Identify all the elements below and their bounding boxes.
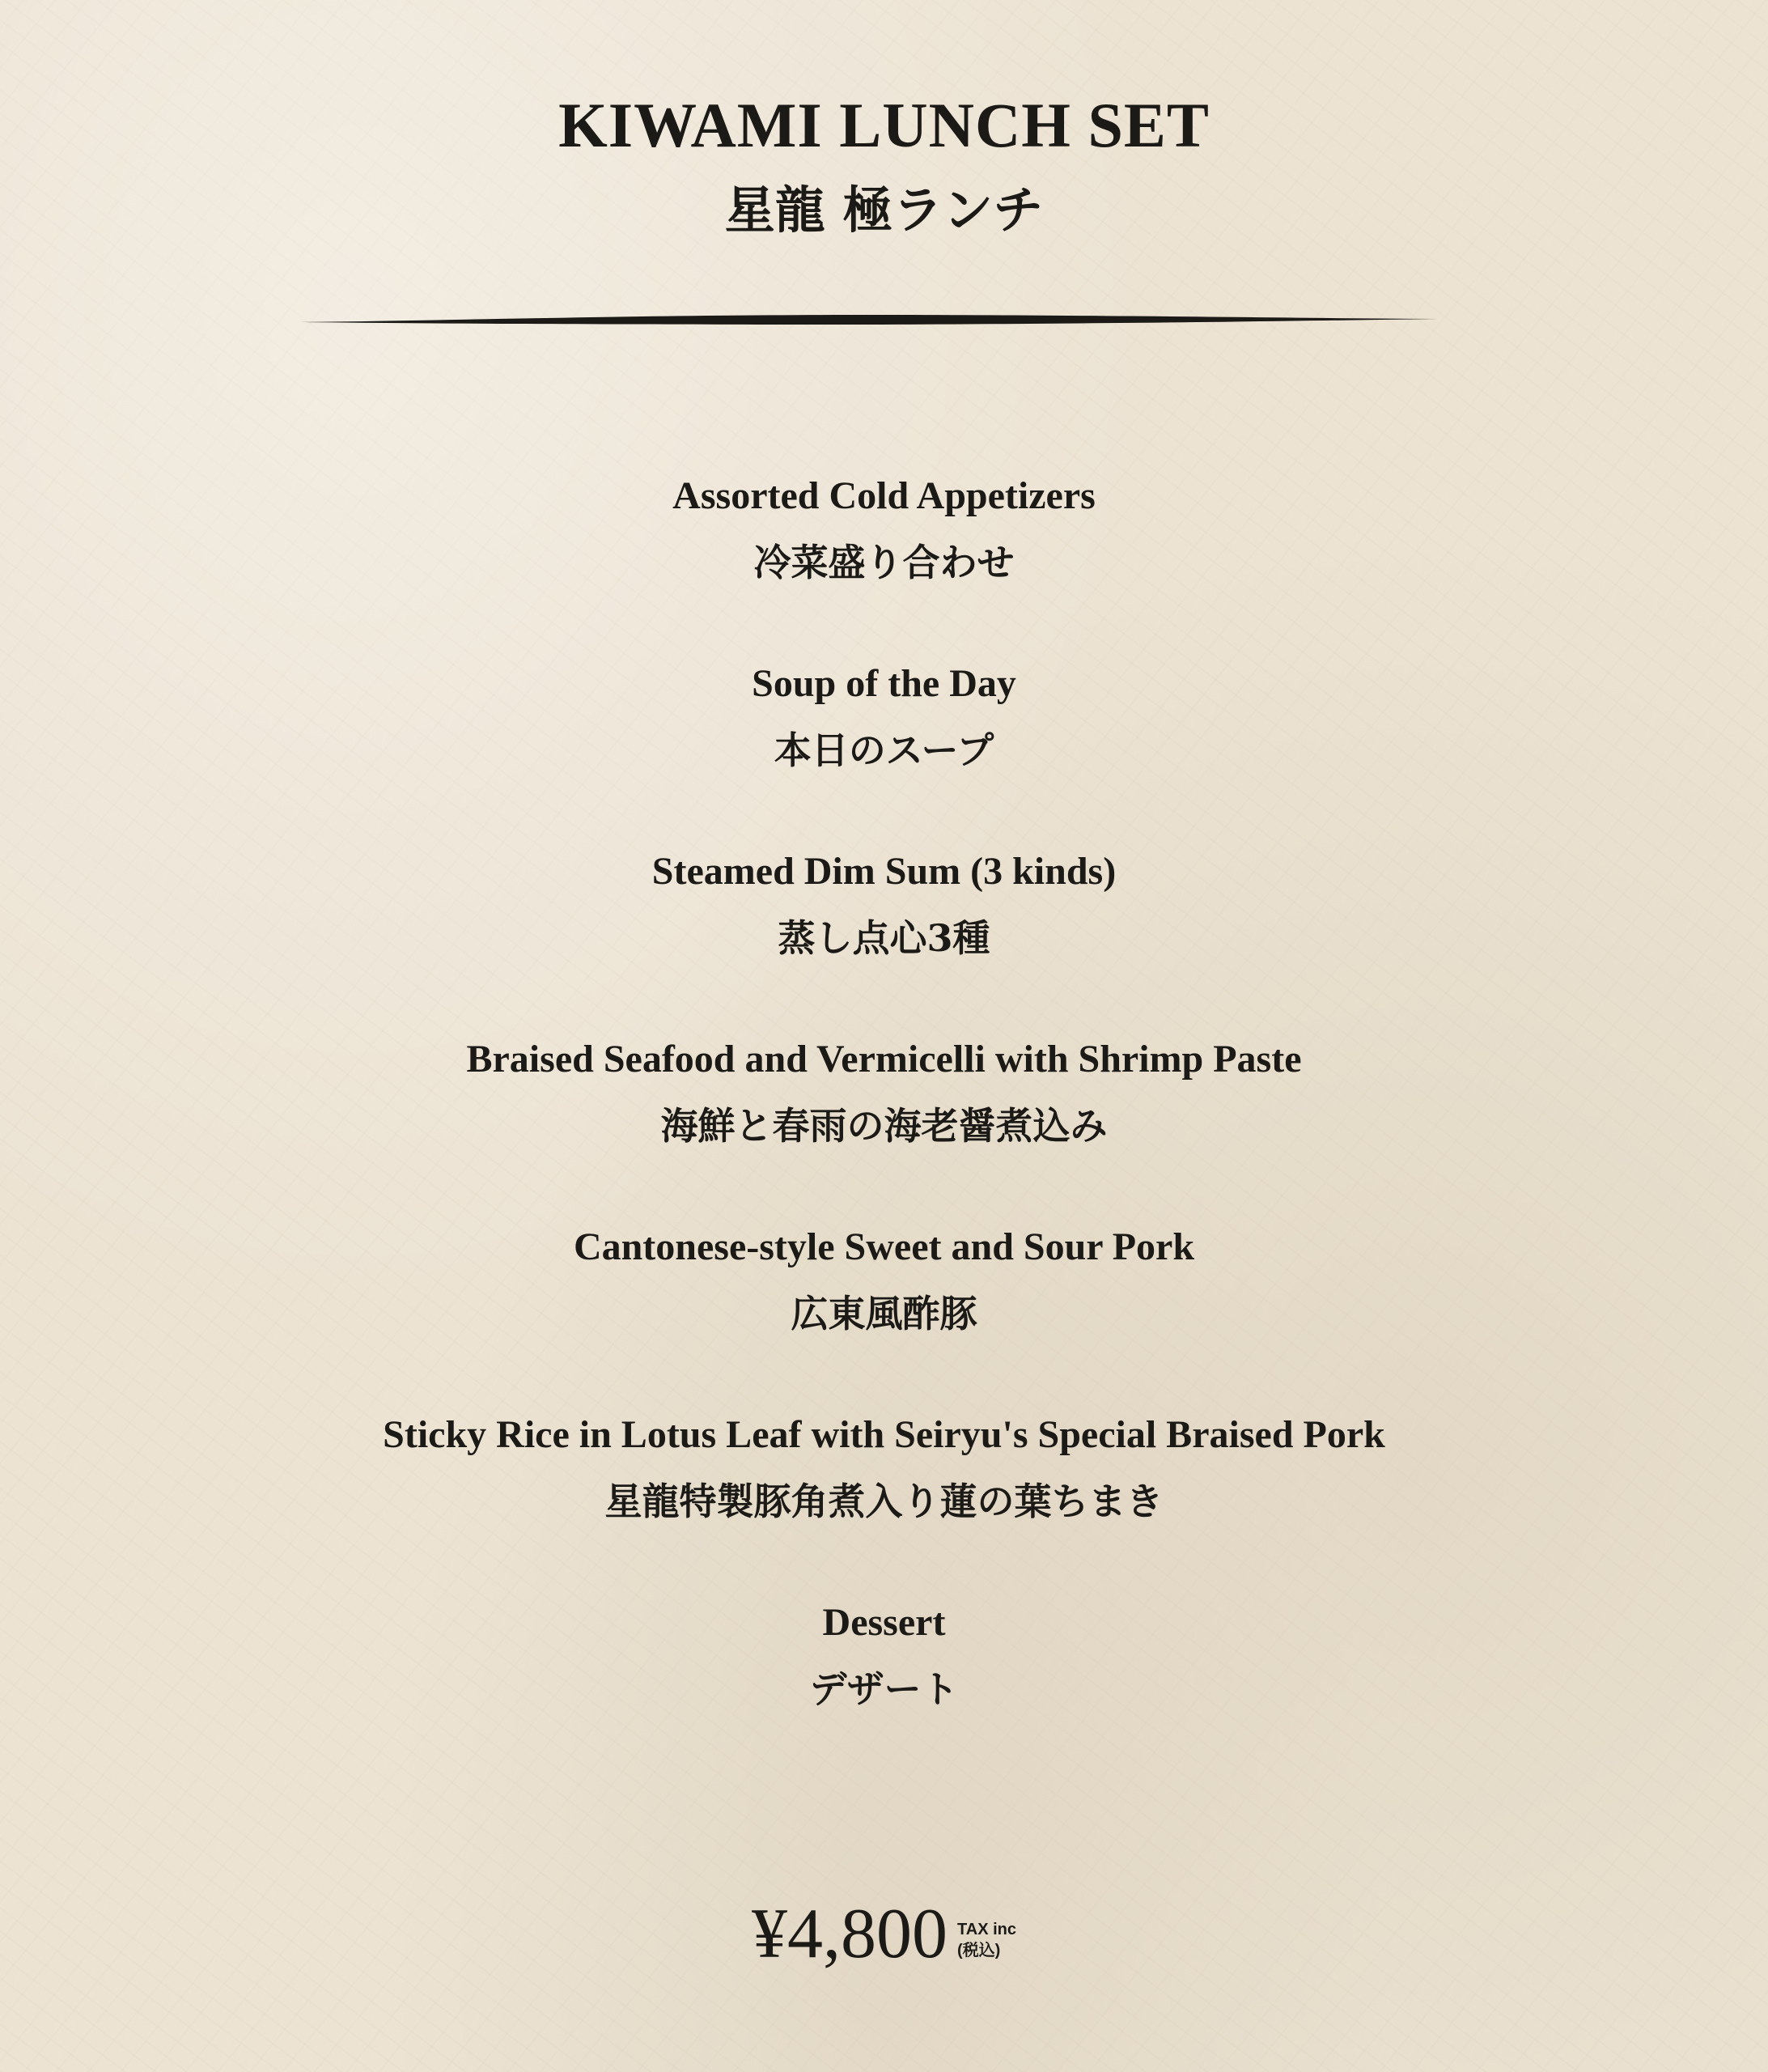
tax-label-japanese: (税込) (957, 1942, 1001, 1959)
course-list (0, 464, 1768, 1778)
course-item (0, 1590, 1768, 1778)
menu-subtitle-japanese: 星龍 極ランチ (724, 180, 1044, 240)
course-name-english: Sticky Rice in Lotus Leaf with Seiryu's Special Braised Pork (383, 1413, 1385, 1456)
price-group (752, 1890, 1016, 1979)
brush-stroke-path (301, 315, 1438, 325)
course-name-english: Braised Seafood and Vermicelli with Shrimp Paste (466, 1038, 1302, 1081)
course-name-japanese: 本日のスープ (774, 728, 994, 772)
tax-label-english: TAX inc (957, 1921, 1016, 1938)
course-name-japanese: 冷菜盛り合わせ (753, 541, 1015, 584)
course-item (0, 464, 1768, 652)
course-name-japanese: 広東風酢豚 (791, 1292, 977, 1335)
course-name-japanese: デザート (809, 1667, 959, 1711)
price-amount: ¥4,800 (752, 1895, 948, 1973)
course-name-japanese: 星龍特製豚角煮入り蓮の葉ちまき (604, 1480, 1164, 1523)
course-item (0, 1027, 1768, 1215)
course-name-english: Cantonese-style Sweet and Sour Pork (573, 1225, 1195, 1268)
course-item (0, 1215, 1768, 1403)
course-name-english: Soup of the Day (752, 662, 1016, 705)
course-name-japanese: 海鮮と春雨の海老醤煮込み (660, 1104, 1108, 1148)
course-item (0, 652, 1768, 839)
course-name-japanese: 蒸し点心3種 (778, 916, 990, 960)
menu-title: KIWAMI LUNCH SET (558, 90, 1210, 160)
course-name-english: Assorted Cold Appetizers (672, 474, 1096, 517)
price-block (0, 1890, 1768, 1979)
course-name-english: Dessert (822, 1601, 946, 1644)
brush-stroke-divider (301, 311, 1438, 330)
tax-note (957, 1919, 1016, 1961)
course-name-english: Steamed Dim Sum (3 kinds) (651, 850, 1117, 893)
course-item (0, 1403, 1768, 1590)
course-item (0, 839, 1768, 1027)
